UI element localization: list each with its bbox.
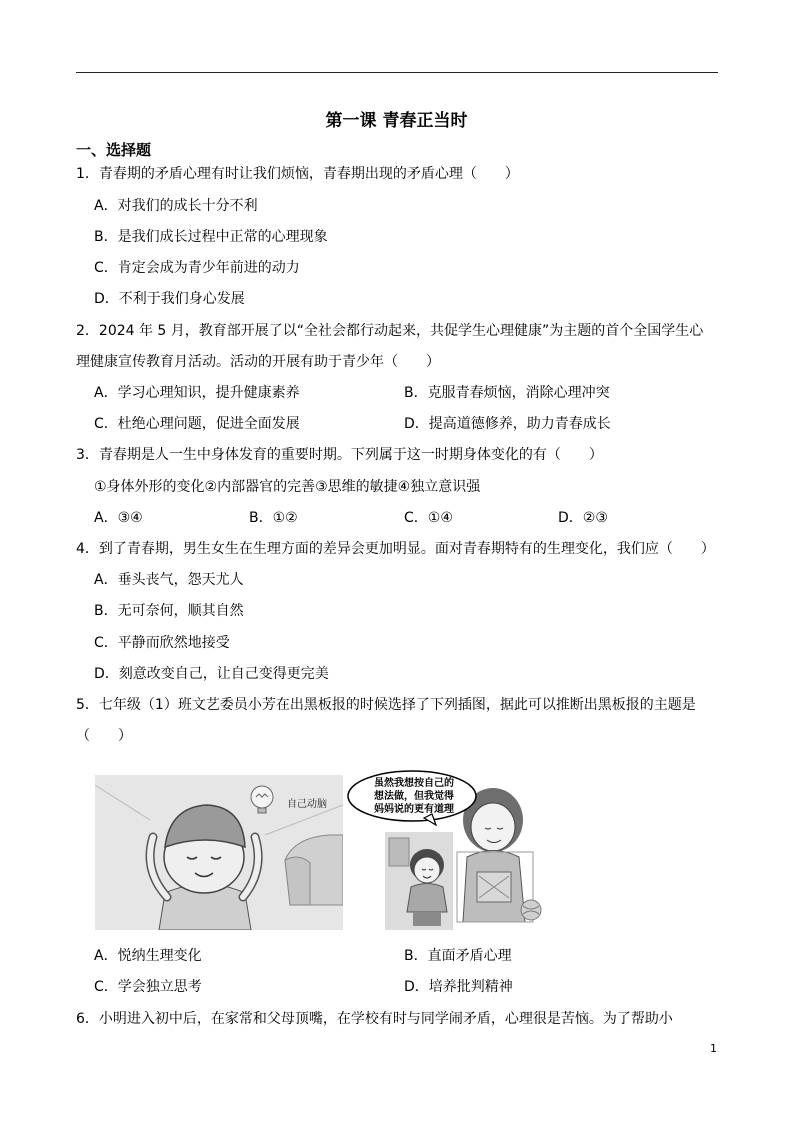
q5-option-c: C．学会独立思考 <box>94 979 202 995</box>
header-rule <box>76 72 718 73</box>
q4-option-c: C．平静而欣然地接受 <box>94 635 230 651</box>
q1-stem: 1．青春期的矛盾心理有时让我们烦恼，青春期出现的矛盾心理（ ） <box>76 166 519 182</box>
q2-stem-line1: 2．2024 年 5 月，教育部开展了以“全社会都行动起来，共促学生心理健康”为主题的首个全国学生心 <box>76 323 704 339</box>
illustration-left-caption: 自己动脑 <box>287 799 327 810</box>
page-title: 第一课 青春正当时 <box>325 111 468 131</box>
q3-option-a: A．③④ <box>94 510 143 526</box>
q4-option-a: A．垂头丧气，怨天尤人 <box>94 572 244 588</box>
q2-option-b: B．克服青春烦恼，消除心理冲突 <box>404 385 610 401</box>
bubble-line-1: 虽然我想按自己的 <box>374 778 454 789</box>
q1-option-a: A．对我们的成长十分不利 <box>94 198 258 214</box>
bubble-line-3: 妈妈说的更有道理 <box>374 804 454 815</box>
q2-option-a: A．学习心理知识，提升健康素养 <box>94 385 300 401</box>
q1-option-c: C．肯定会成为青少年前进的动力 <box>94 260 300 276</box>
q4-option-b: B．无可奈何，顺其自然 <box>94 603 244 619</box>
q1-option-b: B．是我们成长过程中正常的心理现象 <box>94 229 328 245</box>
q5-option-b: B．直面矛盾心理 <box>404 948 512 964</box>
q3-items: ①身体外形的变化②内部器官的完善③思维的敏捷④独立意识强 <box>94 479 481 495</box>
q3-option-c: C．①④ <box>404 510 453 526</box>
section-heading: 一、选择题 <box>76 141 152 159</box>
q2-option-d: D．提高道德修养，助力青春成长 <box>404 416 611 432</box>
q3-stem: 3．青春期是人一生中身体发育的重要时期。下列属于这一时期身体变化的有（ ） <box>76 447 603 463</box>
q5-option-a: A．悦纳生理变化 <box>94 948 202 964</box>
q1-option-d: D．不利于我们身心发展 <box>94 291 245 307</box>
page-number: 1 <box>710 1042 717 1055</box>
q3-option-d: D．②③ <box>558 510 608 526</box>
bubble-line-2: 想法做，但我觉得 <box>374 791 454 802</box>
q6-stem-line1: 6．小明进入初中后，在家常和父母顶嘴，在学校有时与同学闹矛盾，心理很是苦恼。为了帮助小 <box>76 1011 673 1027</box>
illustration-boy-thinking <box>95 775 343 930</box>
speech-bubble <box>344 768 482 826</box>
q2-option-c: C．杜绝心理问题，促进全面发展 <box>94 416 300 432</box>
q4-option-d: D．刻意改变自己，让自己变得更完美 <box>94 666 329 682</box>
q2-stem-line2: 理健康宣传教育月活动。活动的开展有助于青少年（ ） <box>76 354 440 370</box>
q4-stem: 4．到了青春期，男生女生在生理方面的差异会更加明显。面对青春期特有的生理变化，我们应（ ） <box>76 541 715 557</box>
q5-stem-line1: 5．七年级（1）班文艺委员小芳在出黑板报的时候选择了下列插图，据此可以推断出黑板报的主题是 <box>76 697 696 713</box>
q5-option-d: D．培养批判精神 <box>404 979 513 995</box>
q5-stem-line2: （ ） <box>76 728 132 744</box>
q3-option-b: B．①② <box>249 510 298 526</box>
